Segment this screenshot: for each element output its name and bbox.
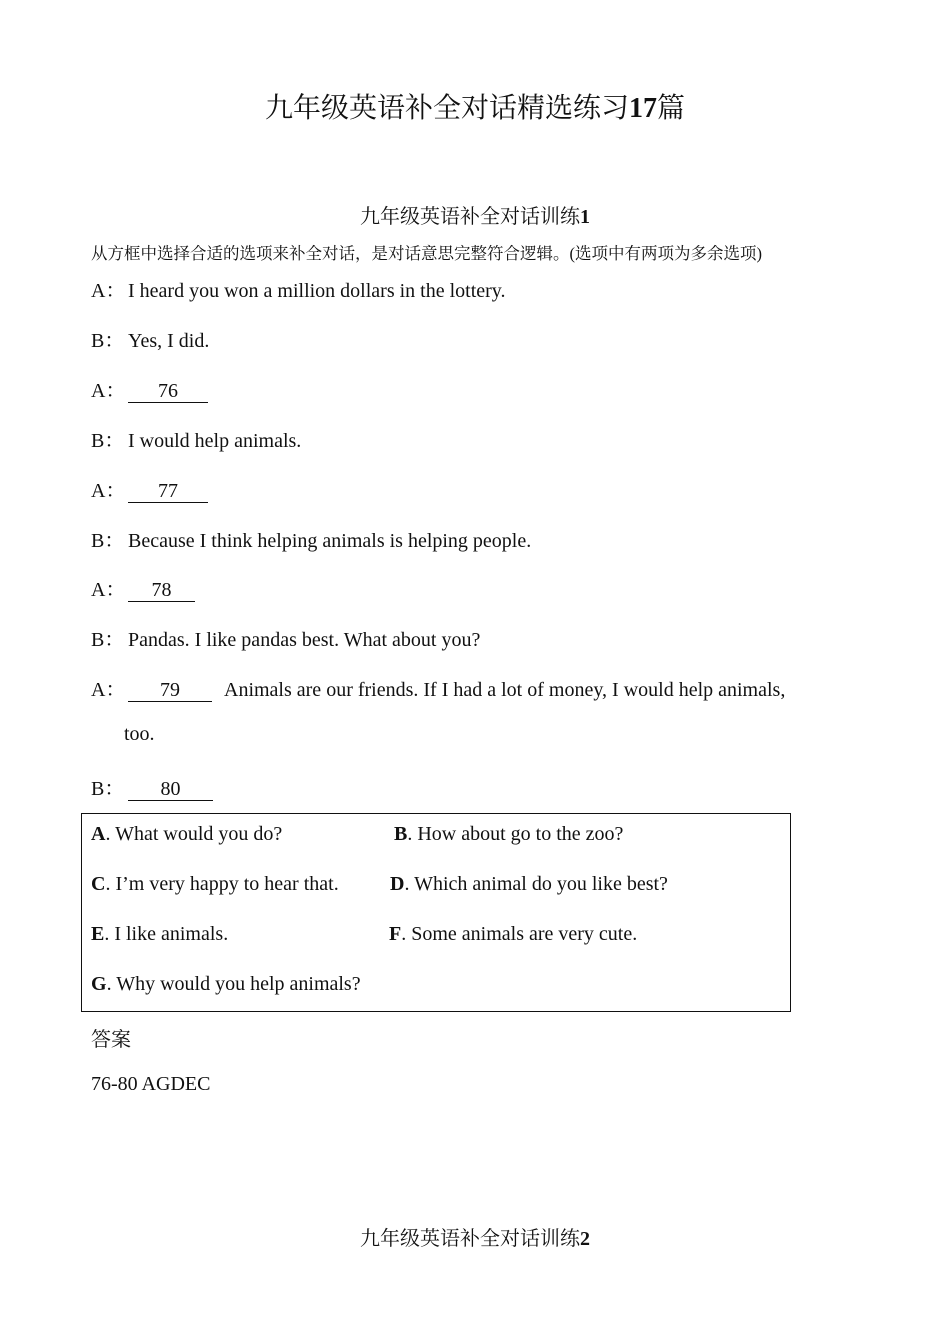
- option-letter: F: [389, 923, 402, 945]
- title-text: 九年级英语补全对话精选练习: [264, 93, 629, 124]
- speaker-label: A：: [91, 579, 126, 601]
- dialogue-text: Because I think helping animals is helping people.: [128, 530, 532, 552]
- dialogue-line: [91, 374, 208, 403]
- dialogue-text: I heard you won a million dollars in the lottery.: [128, 280, 506, 302]
- title-suffix: 篇: [657, 93, 686, 124]
- dialogue-text: Yes, I did.: [128, 330, 210, 352]
- section-2-heading-text: 九年级英语补全对话训练: [360, 1228, 580, 1250]
- section-1-heading-text: 九年级英语补全对话训练: [360, 206, 580, 228]
- dialogue-line: [91, 424, 301, 453]
- option-text: . Some animals are very cute.: [401, 923, 638, 945]
- speaker-label: B：: [91, 530, 125, 552]
- speaker-label: A：: [91, 280, 126, 302]
- answer-blank[interactable]: 80: [128, 778, 213, 801]
- option-b: [394, 823, 623, 846]
- dialogue-line: [91, 573, 195, 602]
- speaker-label: A：: [91, 679, 126, 701]
- answer-blank[interactable]: 78: [128, 579, 195, 602]
- speaker-label: B：: [91, 430, 125, 452]
- section-2-heading-number: 2: [580, 1228, 590, 1250]
- dialogue-line: [91, 623, 480, 652]
- speaker-label: B：: [91, 778, 125, 800]
- dialogue-line: [91, 524, 531, 553]
- option-c: [91, 873, 339, 896]
- dialogue-line: [91, 274, 506, 303]
- option-text: . Which animal do you like best?: [404, 873, 668, 895]
- option-e: [91, 923, 228, 946]
- option-letter: D: [390, 873, 405, 895]
- section-2-heading: [0, 1222, 950, 1251]
- answer-blank[interactable]: 76: [128, 380, 208, 403]
- dialogue-line: [91, 324, 209, 353]
- speaker-label: B：: [91, 629, 125, 651]
- speaker-label: A：: [91, 380, 126, 402]
- dialogue-line: [91, 474, 208, 503]
- dialogue-line: [91, 772, 213, 801]
- section-1-heading-number: 1: [580, 206, 590, 228]
- answer-label: 答案: [91, 1029, 131, 1051]
- option-g: [91, 973, 361, 996]
- dialogue-text: Animals are our friends. If I had a lot of money, I would help animals,: [224, 679, 786, 701]
- dialogue-text: Pandas. I like pandas best. What about you?: [128, 629, 481, 651]
- option-letter: E: [91, 923, 105, 945]
- title-number: 17: [629, 93, 657, 124]
- answer-blank[interactable]: 79: [128, 679, 212, 702]
- speaker-label: A：: [91, 480, 126, 502]
- option-text: . What would you do?: [105, 823, 283, 845]
- section-1-heading: [0, 200, 950, 229]
- option-letter: C: [91, 873, 106, 895]
- answer-blank[interactable]: 77: [128, 480, 208, 503]
- options-box: [81, 813, 791, 1012]
- dialogue-continuation: too.: [124, 723, 155, 745]
- answer-key: 76-80 AGDEC: [91, 1073, 211, 1095]
- document-title: [0, 86, 950, 126]
- option-a: [91, 823, 282, 846]
- speaker-label: B：: [91, 330, 125, 352]
- option-letter: G: [91, 973, 107, 995]
- option-text: . How about go to the zoo?: [407, 823, 624, 845]
- option-text: . I like animals.: [104, 923, 229, 945]
- option-text: . Why would you help animals?: [106, 973, 361, 995]
- instruction: 从方框中选择合适的选项来补全对话，是对话意思完整符合逻辑。(选项中有两项为多余选项): [91, 244, 762, 263]
- option-d: [390, 873, 668, 896]
- option-text: . I’m very happy to hear that.: [105, 873, 339, 895]
- dialogue-line: [91, 673, 785, 702]
- option-f: [389, 923, 637, 946]
- option-letter: B: [394, 823, 408, 845]
- dialogue-text: I would help animals.: [128, 430, 302, 452]
- option-letter: A: [91, 823, 106, 845]
